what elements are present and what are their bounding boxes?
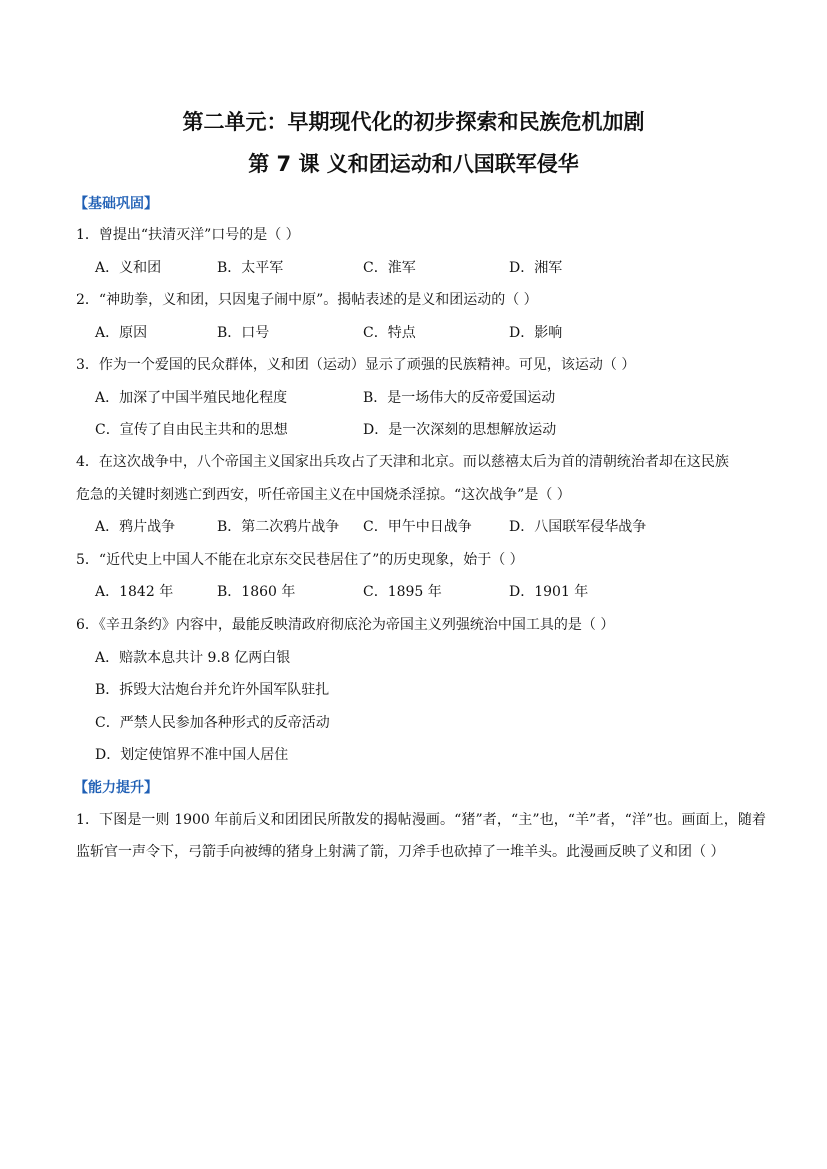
option-b: B．太平军	[217, 260, 284, 276]
option-a: A．1842 年	[95, 584, 174, 600]
option-d: D．湘军	[509, 260, 563, 276]
option-a: A．鸦片战争	[95, 519, 176, 535]
option-c: C．甲午中日战争	[363, 519, 472, 535]
option-a: A．赔款本息共计 9.8 亿两白银	[95, 650, 291, 666]
option-b: B．是一场伟大的反帝爱国运动	[363, 390, 556, 406]
option-c: C．严禁人民参加各种形式的反帝活动	[95, 715, 330, 731]
question-1: 1．曾提出“扶清灭洋”口号的是（ ）	[76, 227, 300, 243]
option-d: D．八国联军侵华战争	[509, 519, 647, 535]
option-c: C．淮军	[363, 260, 416, 276]
question-4-line1: 4．在这次战争中，八个帝国主义国家出兵攻占了天津和北京。而以慈禧太后为首的清朝统治者却在这民族	[76, 454, 729, 470]
option-a: A．义和团	[95, 260, 162, 276]
option-c: C．特点	[363, 325, 416, 341]
advanced-question-1: 1．下图是一则 1900 年前后义和团团民所散发的揭帖漫画。“猪”者，“主”也，“羊”者，“洋”也。画面上，随着监斩官一声令下，弓箭手向被缚的猪身上射满了箭，刀斧手也砍掉了一堆羊头。此漫画反映了义和团（ ）	[76, 812, 766, 860]
question-6: 6．《辛丑条约》内容中，最能反映清政府彻底沦为帝国主义列强统治中国工具的是（ ）	[76, 617, 615, 633]
question-3: 3．作为一个爱国的民众群体，义和团（运动）显示了顽强的民族精神。可见，该运动（ ）	[76, 357, 636, 373]
option-a: A．加深了中国半殖民地化程度	[95, 390, 288, 406]
option-c: C．宣传了自由民主共和的思想	[95, 422, 288, 438]
question-2: 2．“神助拳，义和团，只因鬼子闹中原”。揭帖表述的是义和团运动的（ ）	[76, 292, 538, 308]
lesson-title: 第 7 课 义和团运动和八国联军侵华	[248, 152, 579, 176]
option-d: D．1901 年	[509, 584, 589, 600]
option-b: B．口号	[217, 325, 270, 341]
option-d: D．划定使馆界不准中国人居住	[95, 747, 289, 763]
section-basic-heading: 【基础巩固】	[74, 196, 158, 212]
unit-title: 第二单元：早期现代化的初步探索和民族危机加剧	[182, 110, 645, 134]
option-b: B．1860 年	[217, 584, 296, 600]
option-d: D．影响	[509, 325, 563, 341]
option-a: A．原因	[95, 325, 148, 341]
question-4-line2: 危急的关键时刻逃亡到西安，听任帝国主义在中国烧杀淫掠。“这次战争”是（ ）	[76, 487, 571, 503]
option-b: B．第二次鸦片战争	[217, 519, 340, 535]
option-b: B．拆毁大沽炮台并允许外国军队驻扎	[95, 682, 330, 698]
option-d: D．是一次深刻的思想解放运动	[363, 422, 557, 438]
question-5: 5．“近代史上中国人不能在北京东交民巷居住了”的历史现象，始于（ ）	[76, 552, 524, 568]
option-c: C．1895 年	[363, 584, 442, 600]
section-advanced-heading: 【能力提升】	[74, 780, 158, 796]
